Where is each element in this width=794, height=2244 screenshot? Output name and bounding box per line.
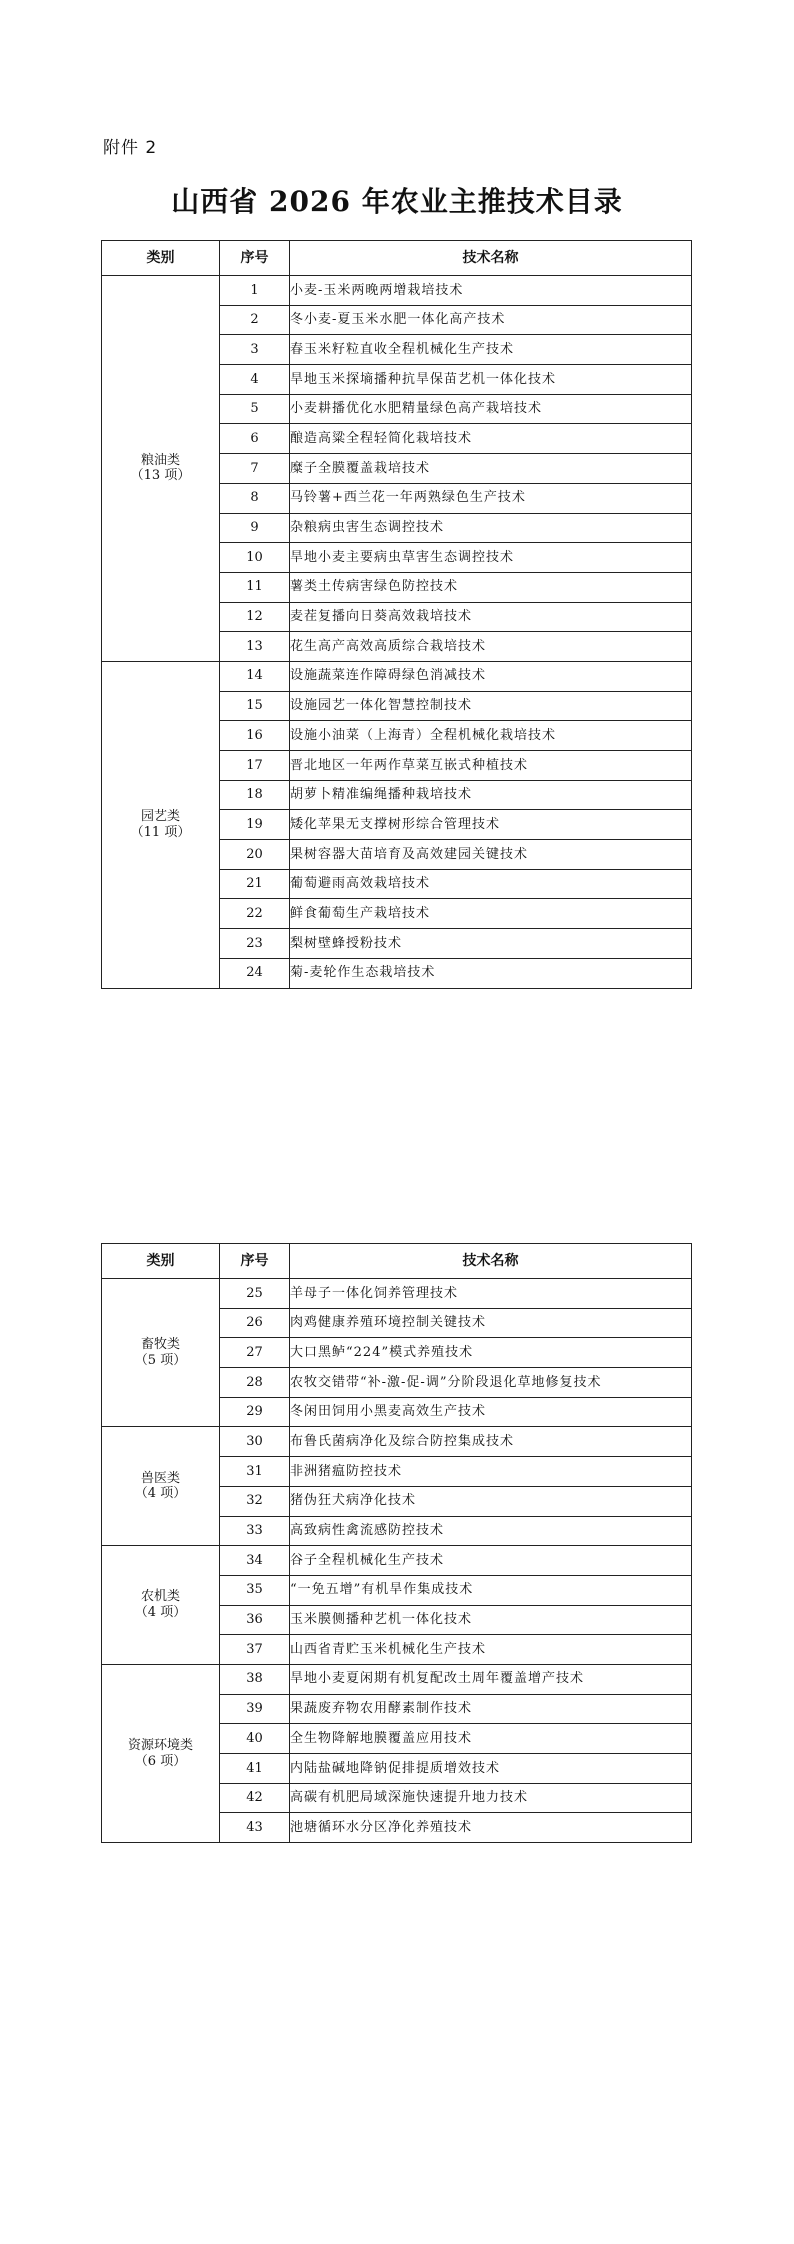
row-number: 4 — [220, 365, 290, 395]
row-number: 42 — [220, 1783, 290, 1813]
tech-name: 小麦-玉米两晚两增栽培技术 — [290, 276, 692, 306]
header-category: 类别 — [102, 1244, 220, 1279]
category-name: 粮油类 — [140, 452, 180, 468]
tech-name: 矮化苹果无支撑树形综合管理技术 — [290, 810, 692, 840]
row-number: 28 — [220, 1368, 290, 1398]
tech-name: 设施小油菜（上海青）全程机械化栽培技术 — [290, 721, 692, 751]
row-number: 16 — [220, 721, 290, 751]
row-number: 41 — [220, 1754, 290, 1784]
tech-name: 晋北地区一年两作草菜互嵌式种植技术 — [290, 751, 692, 781]
tech-name: 麦茬复播向日葵高效栽培技术 — [290, 602, 692, 632]
row-number: 37 — [220, 1635, 290, 1665]
header-tech-name: 技术名称 — [290, 1244, 692, 1279]
row-number: 10 — [220, 543, 290, 573]
category-count: （11 项） — [130, 824, 191, 840]
category-count: （13 项） — [130, 468, 191, 484]
attachment-label: 附件 2 — [103, 138, 158, 158]
table-row — [102, 1427, 692, 1457]
category-cell — [102, 1546, 220, 1665]
category-name: 兽医类 — [140, 1470, 180, 1486]
tech-name: 旱地玉米探墒播种抗旱保苗艺机一体化技术 — [290, 365, 692, 395]
tech-name: 冬小麦-夏玉米水肥一体化高产技术 — [290, 305, 692, 335]
tech-name: 农牧交错带“补-激-促-调”分阶段退化草地修复技术 — [290, 1368, 692, 1398]
row-number: 26 — [220, 1308, 290, 1338]
row-number: 36 — [220, 1605, 290, 1635]
row-number: 25 — [220, 1279, 290, 1309]
row-number: 14 — [220, 661, 290, 691]
row-number: 19 — [220, 810, 290, 840]
header-number: 序号 — [220, 241, 290, 276]
category-cell — [102, 1427, 220, 1546]
row-number: 15 — [220, 691, 290, 721]
row-number: 32 — [220, 1486, 290, 1516]
category-cell — [102, 1279, 220, 1427]
row-number: 2 — [220, 305, 290, 335]
row-number: 5 — [220, 394, 290, 424]
category-count: （4 项） — [134, 1486, 187, 1502]
table-row — [102, 276, 692, 306]
table-body — [102, 1279, 692, 1843]
row-number: 38 — [220, 1664, 290, 1694]
row-number: 34 — [220, 1546, 290, 1576]
table-row — [102, 1279, 692, 1309]
category-name: 农机类 — [140, 1589, 180, 1605]
tech-name: 花生高产高效高质综合栽培技术 — [290, 632, 692, 662]
row-number: 40 — [220, 1724, 290, 1754]
row-number: 33 — [220, 1516, 290, 1546]
tech-name: 谷子全程机械化生产技术 — [290, 1546, 692, 1576]
category-cell — [102, 661, 220, 988]
category-cell — [102, 1664, 220, 1842]
tech-name: 旱地小麦主要病虫草害生态调控技术 — [290, 543, 692, 573]
row-number: 7 — [220, 454, 290, 484]
tech-name: 杂粮病虫害生态调控技术 — [290, 513, 692, 543]
tech-name: 薯类土传病害绿色防控技术 — [290, 572, 692, 602]
tech-name: 胡萝卜精准编绳播种栽培技术 — [290, 780, 692, 810]
row-number: 35 — [220, 1575, 290, 1605]
row-number: 24 — [220, 958, 290, 988]
tech-catalog-table-part-1 — [101, 240, 692, 989]
row-number: 1 — [220, 276, 290, 306]
tech-name: 高碳有机肥局域深施快速提升地力技术 — [290, 1783, 692, 1813]
row-number: 30 — [220, 1427, 290, 1457]
tech-name: 肉鸡健康养殖环境控制关键技术 — [290, 1308, 692, 1338]
category-count: （4 项） — [134, 1605, 187, 1621]
tech-name: 猪伪狂犬病净化技术 — [290, 1486, 692, 1516]
row-number: 23 — [220, 929, 290, 959]
category-count: （5 项） — [134, 1352, 187, 1368]
table-header-row — [102, 1244, 692, 1279]
tech-name: 设施蔬菜连作障碍绿色消减技术 — [290, 661, 692, 691]
tech-name: 梨树壁蜂授粉技术 — [290, 929, 692, 959]
tech-name: 鲜食葡萄生产栽培技术 — [290, 899, 692, 929]
tech-name: 酿造高粱全程轻简化栽培技术 — [290, 424, 692, 454]
row-number: 11 — [220, 572, 290, 602]
tech-name: 果蔬废弃物农用酵素制作技术 — [290, 1694, 692, 1724]
tech-name: 旱地小麦夏闲期有机复配改土周年覆盖增产技术 — [290, 1664, 692, 1694]
table-row — [102, 661, 692, 691]
tech-name: 羊母子一体化饲养管理技术 — [290, 1279, 692, 1309]
header-category: 类别 — [102, 241, 220, 276]
tech-name: 布鲁氏菌病净化及综合防控集成技术 — [290, 1427, 692, 1457]
tech-name: 马铃薯+西兰花一年两熟绿色生产技术 — [290, 483, 692, 513]
tech-name: 山西省青贮玉米机械化生产技术 — [290, 1635, 692, 1665]
tech-name: 菊-麦轮作生态栽培技术 — [290, 958, 692, 988]
tech-name: 冬闲田饲用小黑麦高效生产技术 — [290, 1397, 692, 1427]
table-header-row — [102, 241, 692, 276]
row-number: 39 — [220, 1694, 290, 1724]
row-number: 31 — [220, 1457, 290, 1487]
tech-name: 非洲猪瘟防控技术 — [290, 1457, 692, 1487]
tech-name: 设施园艺一体化智慧控制技术 — [290, 691, 692, 721]
row-number: 8 — [220, 483, 290, 513]
tech-name: 小麦耕播优化水肥精量绿色高产栽培技术 — [290, 394, 692, 424]
tech-name: 大口黑鲈“224”模式养殖技术 — [290, 1338, 692, 1368]
row-number: 29 — [220, 1397, 290, 1427]
tech-name: 果树容器大苗培育及高效建园关键技术 — [290, 840, 692, 870]
tech-name: 葡萄避雨高效栽培技术 — [290, 869, 692, 899]
tech-name: 春玉米籽粒直收全程机械化生产技术 — [290, 335, 692, 365]
category-name: 资源环境类 — [127, 1737, 193, 1753]
tech-name: 糜子全膜覆盖栽培技术 — [290, 454, 692, 484]
tech-catalog-table-part-2 — [101, 1243, 692, 1843]
tech-name: 高致病性禽流感防控技术 — [290, 1516, 692, 1546]
table-body — [102, 276, 692, 989]
category-count: （6 项） — [134, 1753, 187, 1769]
row-number: 17 — [220, 751, 290, 781]
document-title: 山西省 2026 年农业主推技术目录 — [171, 185, 623, 218]
category-name: 畜牧类 — [140, 1337, 180, 1353]
category-cell — [102, 276, 220, 662]
header-number: 序号 — [220, 1244, 290, 1279]
category-name: 园艺类 — [140, 809, 180, 825]
row-number: 13 — [220, 632, 290, 662]
row-number: 27 — [220, 1338, 290, 1368]
row-number: 20 — [220, 840, 290, 870]
header-tech-name: 技术名称 — [290, 241, 692, 276]
row-number: 9 — [220, 513, 290, 543]
row-number: 18 — [220, 780, 290, 810]
row-number: 12 — [220, 602, 290, 632]
row-number: 3 — [220, 335, 290, 365]
tech-name: 全生物降解地膜覆盖应用技术 — [290, 1724, 692, 1754]
row-number: 21 — [220, 869, 290, 899]
row-number: 43 — [220, 1813, 290, 1843]
row-number: 6 — [220, 424, 290, 454]
tech-name: “一免五增”有机旱作集成技术 — [290, 1575, 692, 1605]
row-number: 22 — [220, 899, 290, 929]
tech-name: 内陆盐碱地降钠促排提质增效技术 — [290, 1754, 692, 1784]
tech-name: 玉米膜侧播种艺机一体化技术 — [290, 1605, 692, 1635]
table-row — [102, 1546, 692, 1576]
table-row — [102, 1664, 692, 1694]
tech-name: 池塘循环水分区净化养殖技术 — [290, 1813, 692, 1843]
